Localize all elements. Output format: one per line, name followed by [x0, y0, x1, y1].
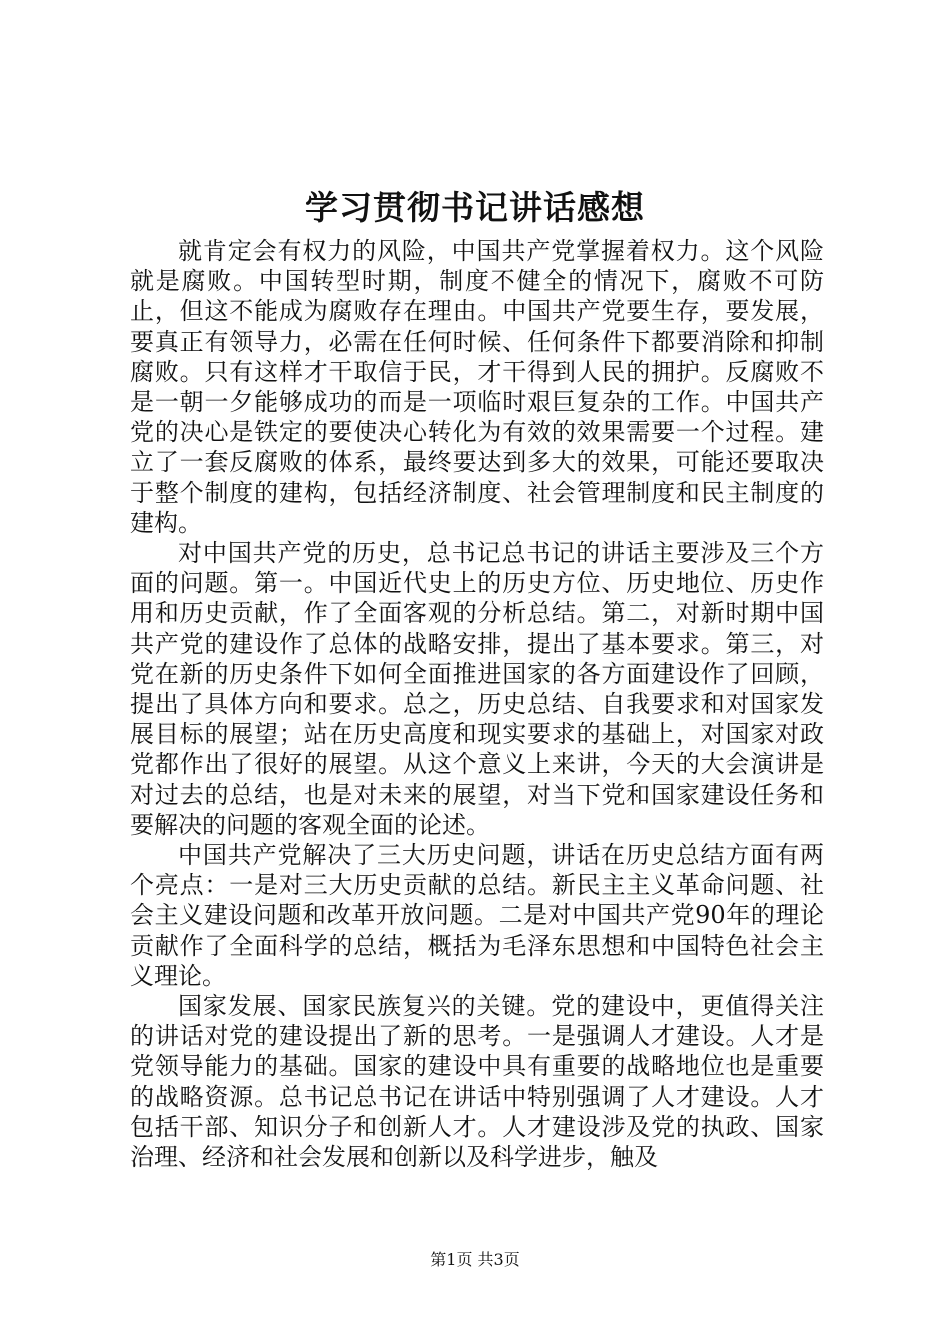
paragraph: 中国共产党解决了三大历史问题，讲话在历史总结方面有两个亮点：一是对三大历史贡献的总结。新民主主义革命问题、社会主义建设问题和改革开放问题。二是对中国共产党90年的理论贡献作了全面科学的总结，概括为毛泽东思想和中国特色社会主义理论。	[130, 841, 824, 990]
paragraph: 就肯定会有权力的风险，中国共产党掌握着权力。这个风险就是腐败。中国转型时期，制度不健全的情况下，腐败不可防止，但这不能成为腐败存在理由。中国共产党要生存，要发展，要真正有领导力，必需在任何时候、任何条件下都要消除和抑制腐败。只有这样才干取信于民，才干得到人民的拥护。反腐败不是一朝一夕能够成功的而是一项临时艰巨复杂的工作。中国共产党的决心是铁定的要使决心转化为有效的效果需要一个过程。建立了一套反腐败的体系，最终要达到多大的效果，可能还要取决于整个制度的建构，包括经济制度、社会管理制度和民主制度的建构。	[130, 237, 824, 537]
paragraph: 国家发展、国家民族复兴的关键。党的建设中，更值得关注的讲话对党的建设提出了新的思考。一是强调人才建设。人才是党领导能力的基础。国家的建设中具有重要的战略地位也是重要的战略资源。总书记总书记在讲话中特别强调了人才建设。人才包括干部、知识分子和创新人才。人才建设涉及党的执政、国家治理、经济和社会发展和创新以及科学进步，触及	[130, 992, 824, 1172]
document-body	[130, 236, 824, 1172]
paragraph: 对中国共产党的历史，总书记总书记的讲话主要涉及三个方面的问题。第一。中国近代史上的历史方位、历史地位、历史作用和历史贡献，作了全面客观的分析总结。第二，对新时期中国共产党的建设作了总体的战略安排，提出了基本要求。第三，对党在新的历史条件下如何全面推进国家的各方面建设作了回顾，提出了具体方向和要求。总之，历史总结、自我要求和对国家发展目标的展望；站在历史高度和现实要求的基础上，对国家对政党都作出了很好的展望。从这个意义上来讲，今天的大会演讲是对过去的总结，也是对未来的展望，对当下党和国家建设任务和要解决的问题的客观全面的论述。	[130, 539, 824, 839]
document-title: 学习贯彻书记讲话感想	[305, 188, 645, 227]
page-number-footer: 第1页 共3页	[430, 1250, 520, 1269]
